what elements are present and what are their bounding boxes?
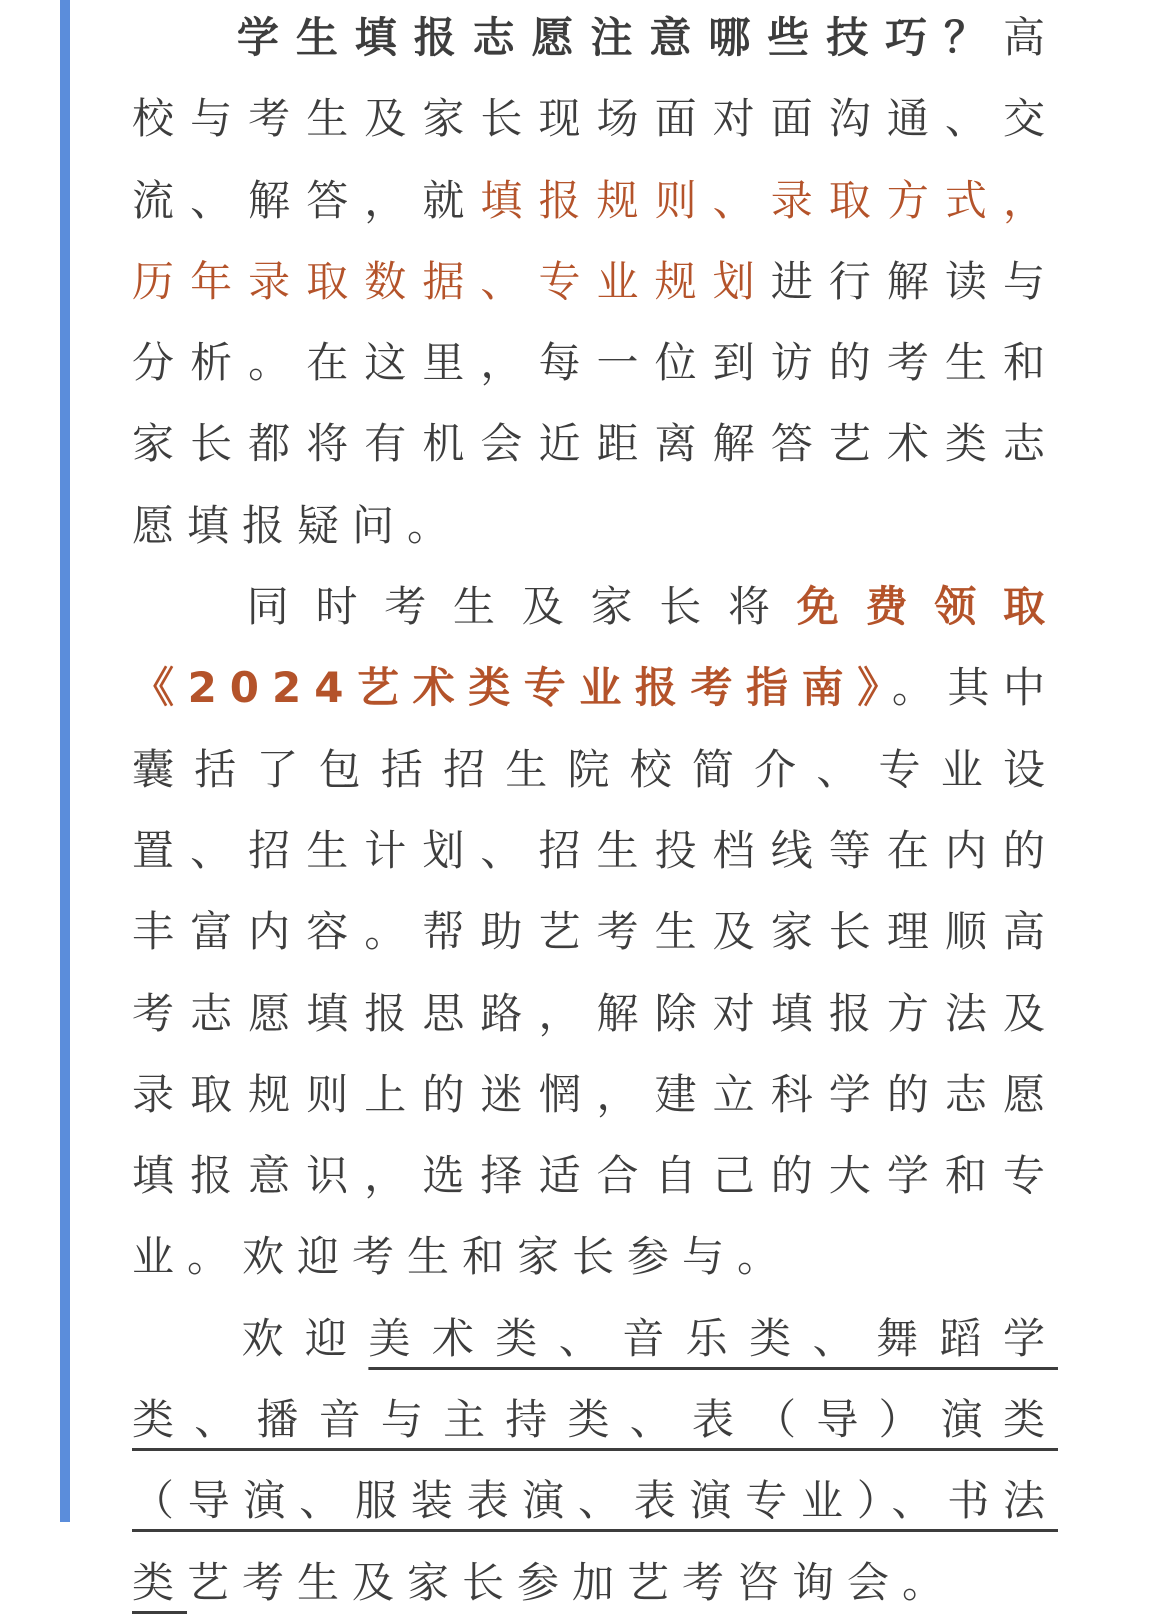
paragraph-text: 。其中囊括了包括招生院校简介、专业设置、招生计划、招生投档线等在内的丰富内容。帮助艺考生及家长理顺高考志愿填报思路，解除对填报方法及录取规则上的迷惘，建立科学的志愿填报意识，选择适合自己的大学和专业。欢迎考生和家长参与。 (132, 663, 1058, 1282)
paragraph-welcome-categories (132, 1298, 1058, 1623)
paragraph-text: 同时考生及家长将 (233, 582, 797, 632)
paragraph-text: 艺考生及家长参加艺考咨询会。 (187, 1557, 958, 1607)
paragraph-consultation-tips (132, 0, 1058, 566)
lead-question: 学生填报志愿注意哪些技巧？ (233, 13, 1003, 62)
underlined-art-categories: 美术类、音乐类、舞蹈学类、播音与主持类、表（导）演类（导演、服装表演、表演专业）、书法类 (132, 1313, 1058, 1607)
paragraph-text: 进行解读与分析。在这里，每一位到访的考生和家长都将有机会近距离解答艺术类志愿填报疑问。 (132, 256, 1058, 550)
paragraph-free-guide (132, 566, 1058, 1298)
highlight-topics: 填报规则、录取方式，历年录取数据、专业规划 (132, 175, 1058, 306)
article-body (132, 0, 1058, 1623)
paragraph-text: 欢迎 (233, 1313, 369, 1363)
left-accent-bar (60, 0, 70, 1522)
paragraph-text: 高校与考生及家长现场面对面沟通、交流、解答，就 (132, 13, 1058, 225)
highlight-free-guide: 免费领取《2024艺术类专业报考指南》 (132, 582, 1058, 713)
